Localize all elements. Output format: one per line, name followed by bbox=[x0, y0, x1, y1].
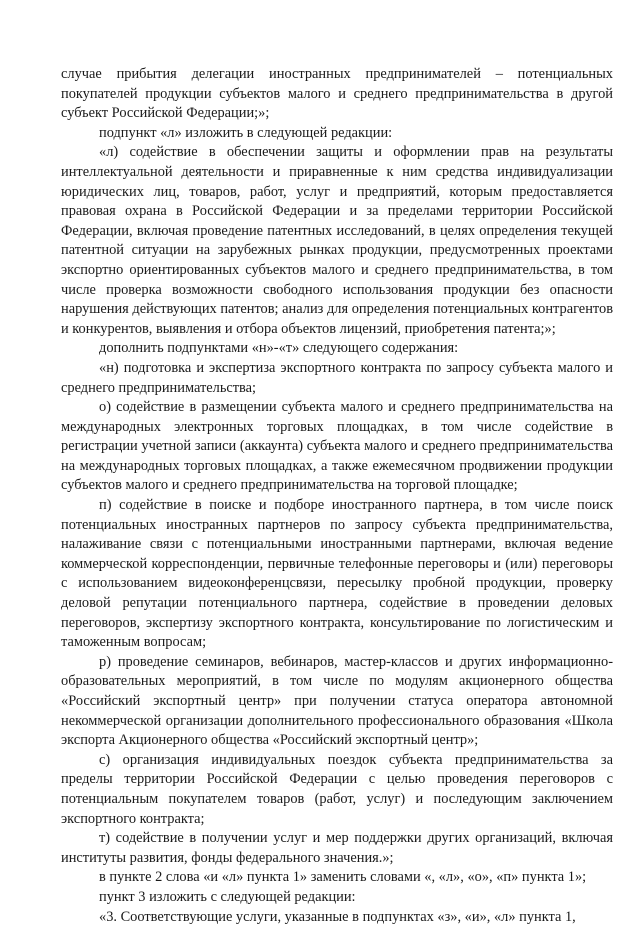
paragraph-point-3-intro: пункт 3 изложить с следующей редакции: bbox=[99, 888, 356, 905]
paragraph-subitem-p: п) содействие в поиске и подборе иностранного партнера, в том числе поиск потенциальных иностранных партнеров по запросу субъекта предпринимательства, налаживание связи с потенциальными иностранными партнерами, включая ведение коммерческой корреспонденции, первичные телефонные переговоры и (или) переговоры с использованием видеоконференцсвязи, пересылку пробной продукции, проверку деловой репутации потенциального партнера, содействие в проведении деловых переговоров, экспертизу экспортного контракта, консультирование по логистическим и таможенным вопросам; bbox=[61, 497, 613, 651]
document-body bbox=[61, 65, 613, 927]
paragraph-subitem-l-intro: подпункт «л» изложить в следующей редакции: bbox=[99, 124, 393, 141]
paragraph-point-3-start: «3. Соответствующие услуги, указанные в подпунктах «з», «и», «л» пункта 1, bbox=[99, 908, 576, 925]
paragraph-subitem-t: т) содействие в получении услуг и мер поддержки других организаций, включая институты развития, фонды федерального значения.»; bbox=[61, 830, 613, 866]
paragraph-add-subitems-intro: дополнить подпунктами «н»-«т» следующего содержания: bbox=[99, 340, 459, 357]
paragraph-subitem-s: с) организация индивидуальных поездок субъекта предпринимательства за пределы территории Российской Федерации с целью проведения переговоров с потенциальным покупателем товаров (работ, услуг) и последующим заключением экспортного контракта; bbox=[61, 751, 613, 827]
paragraph-subitem-n: «н) подготовка и экспертиза экспортного контракта по запросу субъекта малого и среднего предпринимательства; bbox=[61, 359, 613, 396]
paragraph-delegation-end: случае прибытия делегации иностранных предпринимателей – потенциальных покупателей продукции субъектов малого и среднего предпринимательства в другой субъект Российской Федерации;»; bbox=[61, 66, 613, 122]
paragraph-point-2-amendment: в пункте 2 слова «и «л» пункта 1» заменить словами «, «л», «о», «п» пункта 1»; bbox=[99, 869, 587, 886]
paragraph-subitem-o: о) содействие в размещении субъекта малого и среднего предпринимательства на международных электронных торговых площадках, в том числе содействие в регистрации учетной записи (аккаунта) субъекта малого и среднего предпринимательства на международных торговых площадках, а также ежемесячном продвижении продукции субъектов малого и среднего предпринимательства на торговой площадке; bbox=[61, 399, 613, 494]
paragraph-subitem-l: «л) содействие в обеспечении защиты и оформлении прав на результаты интеллектуальной деятельности и приравненные к ним средства индивидуализации юридических лиц, товаров, работ, услуг и предприятий, которым предоставляется правовая охрана в Российской Федерации и за пределами территории Российской Федерации, включая проведение патентных исследований, в целях определения текущей патентной ситуации на зарубежных рынках продукции, предусмотренных проектами экспортно ориентированных субъектов малого и среднего предпринимательства, в том числе проверка возможности свободного использования продукции без опасности нарушения действующих патентов; анализ для определения потенциальных контрагентов и конкурентов, выявления и отбора объектов лицензий, приобретения патента;»; bbox=[61, 144, 613, 337]
paragraph-subitem-r: р) проведение семинаров, вебинаров, мастер-классов и других информационно-образовательных мероприятий, в том числе по модулям акционерного общества «Российский экспортный центр» при получении статуса оператора автономной некоммерческой организации дополнительного профессионального образования «Школа экспорта Акционерного общества «Российский экспортный центр»; bbox=[61, 653, 613, 749]
